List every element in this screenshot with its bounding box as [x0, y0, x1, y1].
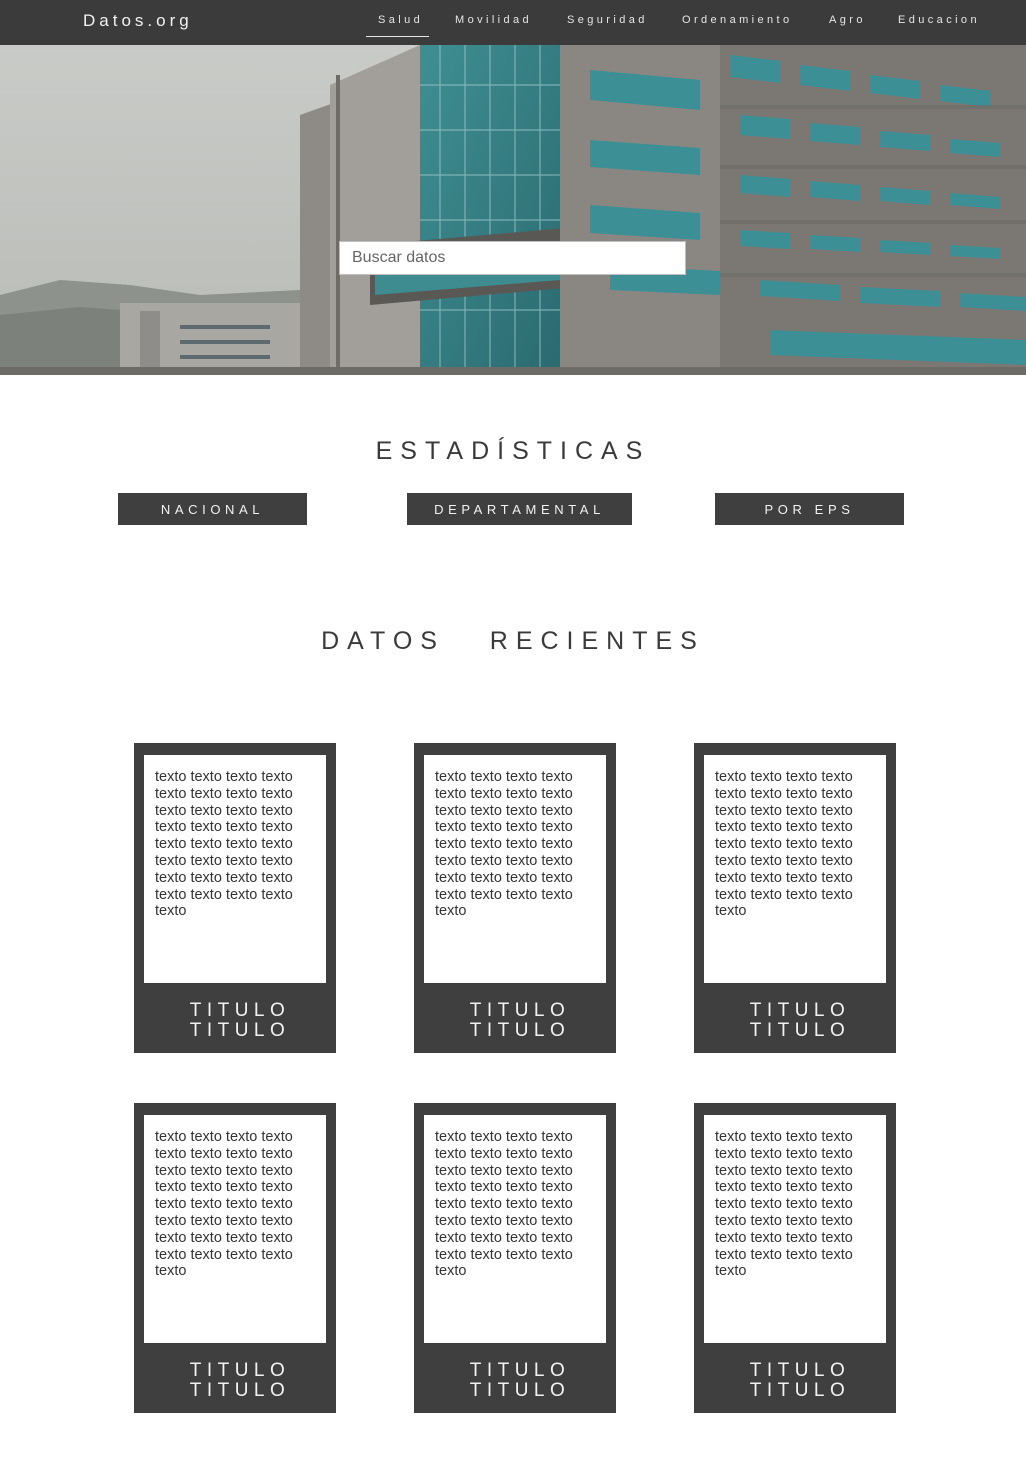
card-title	[134, 1361, 336, 1401]
card-title-line: TITULO	[469, 1020, 571, 1041]
nav-item-ordenamiento[interactable]: Ordenamiento	[682, 14, 793, 26]
data-card[interactable]	[414, 743, 616, 1053]
data-card[interactable]	[694, 1103, 896, 1413]
card-text: texto texto texto texto texto texto texto texto texto texto texto texto texto texto texto texto texto texto texto texto texto texto texto texto texto texto texto texto texto texto texto texto texto	[144, 1115, 326, 1343]
card-title	[134, 1001, 336, 1041]
data-card[interactable]	[414, 1103, 616, 1413]
nav-item-seguridad[interactable]: Seguridad	[567, 14, 648, 26]
hero-banner	[0, 45, 1026, 375]
nav-item-agro[interactable]: Agro	[829, 14, 866, 26]
data-card[interactable]	[134, 743, 336, 1053]
card-title-line: TITULO	[189, 1020, 291, 1041]
stats-section-title: ESTADÍSTICAS	[375, 437, 651, 465]
card-text: texto texto texto texto texto texto texto texto texto texto texto texto texto texto texto texto texto texto texto texto texto texto texto texto texto texto texto texto texto texto texto texto texto	[424, 1115, 606, 1343]
card-title-line: TITULO	[189, 1380, 291, 1401]
card-text: texto texto texto texto texto texto texto texto texto texto texto texto texto texto texto texto texto texto texto texto texto texto texto texto texto texto texto texto texto texto texto texto texto	[704, 755, 886, 983]
card-title-line: TITULO	[749, 1000, 851, 1021]
departamental-button[interactable]: DEPARTAMENTAL	[407, 493, 632, 525]
nav-item-movilidad[interactable]: Movilidad	[455, 14, 533, 26]
card-title-line: TITULO	[469, 1380, 571, 1401]
card-title-line: TITULO	[469, 1000, 571, 1021]
card-title-line: TITULO	[749, 1380, 851, 1401]
card-title-line: TITULO	[189, 1000, 291, 1021]
nav-item-salud[interactable]: Salud	[378, 14, 424, 26]
data-card[interactable]	[134, 1103, 336, 1413]
card-text: texto texto texto texto texto texto texto texto texto texto texto texto texto texto texto texto texto texto texto texto texto texto texto texto texto texto texto texto texto texto texto texto texto	[704, 1115, 886, 1343]
por-eps-button[interactable]: POR EPS	[715, 493, 904, 525]
card-title	[694, 1361, 896, 1401]
card-title-line: TITULO	[749, 1020, 851, 1041]
nav-item-educacion[interactable]: Educacion	[898, 14, 980, 26]
card-title-line: TITULO	[469, 1360, 571, 1381]
brand-logo[interactable]: Datos.org	[83, 11, 193, 30]
card-text: texto texto texto texto texto texto texto texto texto texto texto texto texto texto texto texto texto texto texto texto texto texto texto texto texto texto texto texto texto texto texto texto texto	[144, 755, 326, 983]
card-title	[694, 1001, 896, 1041]
nacional-button[interactable]: NACIONAL	[118, 493, 307, 525]
card-title	[414, 1361, 616, 1401]
search-input[interactable]	[339, 241, 686, 275]
hero-building-image	[0, 45, 1026, 375]
recent-section-title: DATOS RECIENTES	[321, 627, 705, 655]
card-title	[414, 1001, 616, 1041]
card-title-line: TITULO	[749, 1360, 851, 1381]
data-card[interactable]	[694, 743, 896, 1053]
top-nav-bar	[0, 0, 1026, 45]
card-title-line: TITULO	[189, 1360, 291, 1381]
card-text: texto texto texto texto texto texto texto texto texto texto texto texto texto texto texto texto texto texto texto texto texto texto texto texto texto texto texto texto texto texto texto texto texto	[424, 755, 606, 983]
